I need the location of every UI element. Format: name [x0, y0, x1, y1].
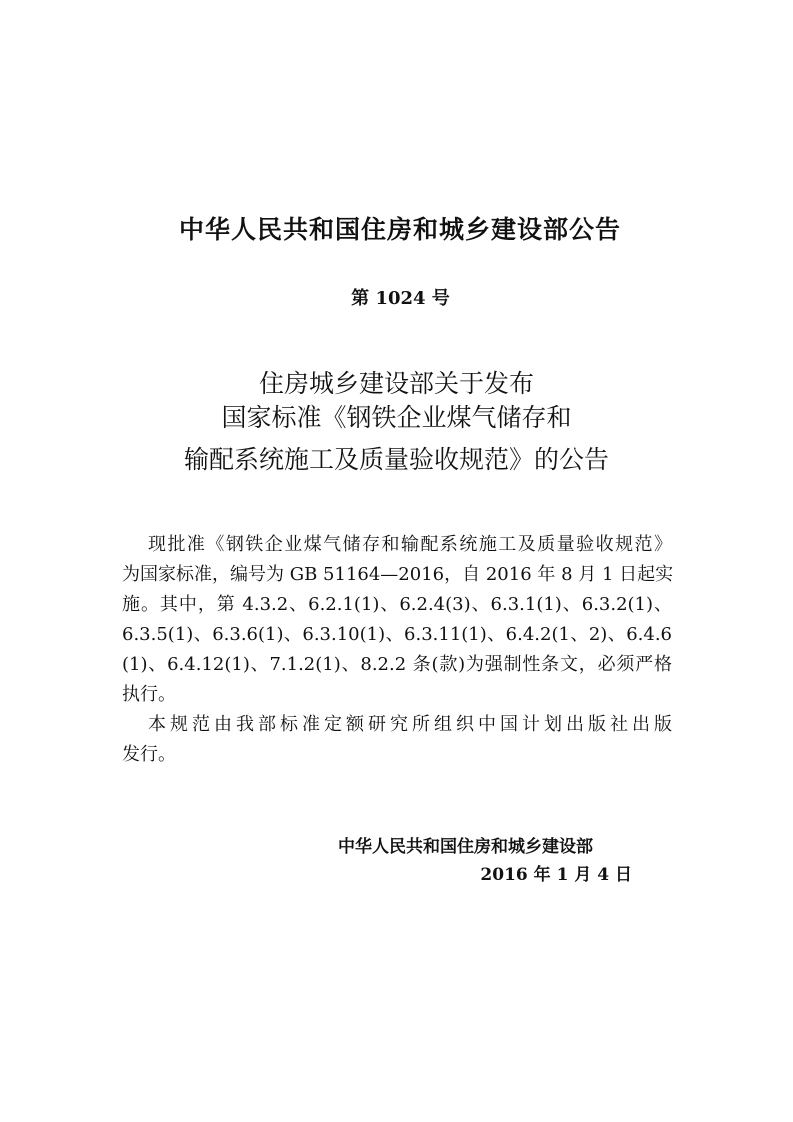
subtitle-line: 国家标准《钢铁企业煤气储存和: [221, 403, 572, 432]
announcement-number: 第 1024 号: [351, 288, 450, 309]
subtitle-line: 住房城乡建设部关于发布: [258, 369, 534, 398]
body-line: (1)、6.4.12(1)、7.1.2(1)、8.2.2 条(款)为强制性条文，必须严格: [122, 654, 672, 675]
body-line: 本规范由我部标准定额研究所组织中国计划出版社出版: [148, 714, 672, 735]
body-line: 为国家标准，编号为 GB 51164—2016，自 2016 年 8 月 1 日起实: [122, 564, 674, 585]
signature-date: 2016 年 1 月 4 日: [480, 865, 632, 885]
announcement-title: 中华人民共和国住房和城乡建设部公告: [178, 215, 621, 244]
body-line: 施。其中，第 4.3.2、6.2.1(1)、6.2.4(3)、6.3.1(1)、6.3.2(1)、: [122, 594, 672, 615]
body-line: 6.3.5(1)、6.3.6(1)、6.3.10(1)、6.3.11(1)、6.4.2(1、2)、6.4.6: [122, 624, 672, 645]
body-line: 现批准《钢铁企业煤气储存和输配系统施工及质量验收规范》: [148, 534, 672, 555]
body-line: 发行。: [122, 744, 176, 765]
signature-organization: 中华人民共和国住房和城乡建设部: [338, 837, 593, 857]
body-line: 执行。: [122, 684, 176, 705]
subtitle-line: 输配系统施工及质量验收规范》的公告: [183, 445, 609, 474]
